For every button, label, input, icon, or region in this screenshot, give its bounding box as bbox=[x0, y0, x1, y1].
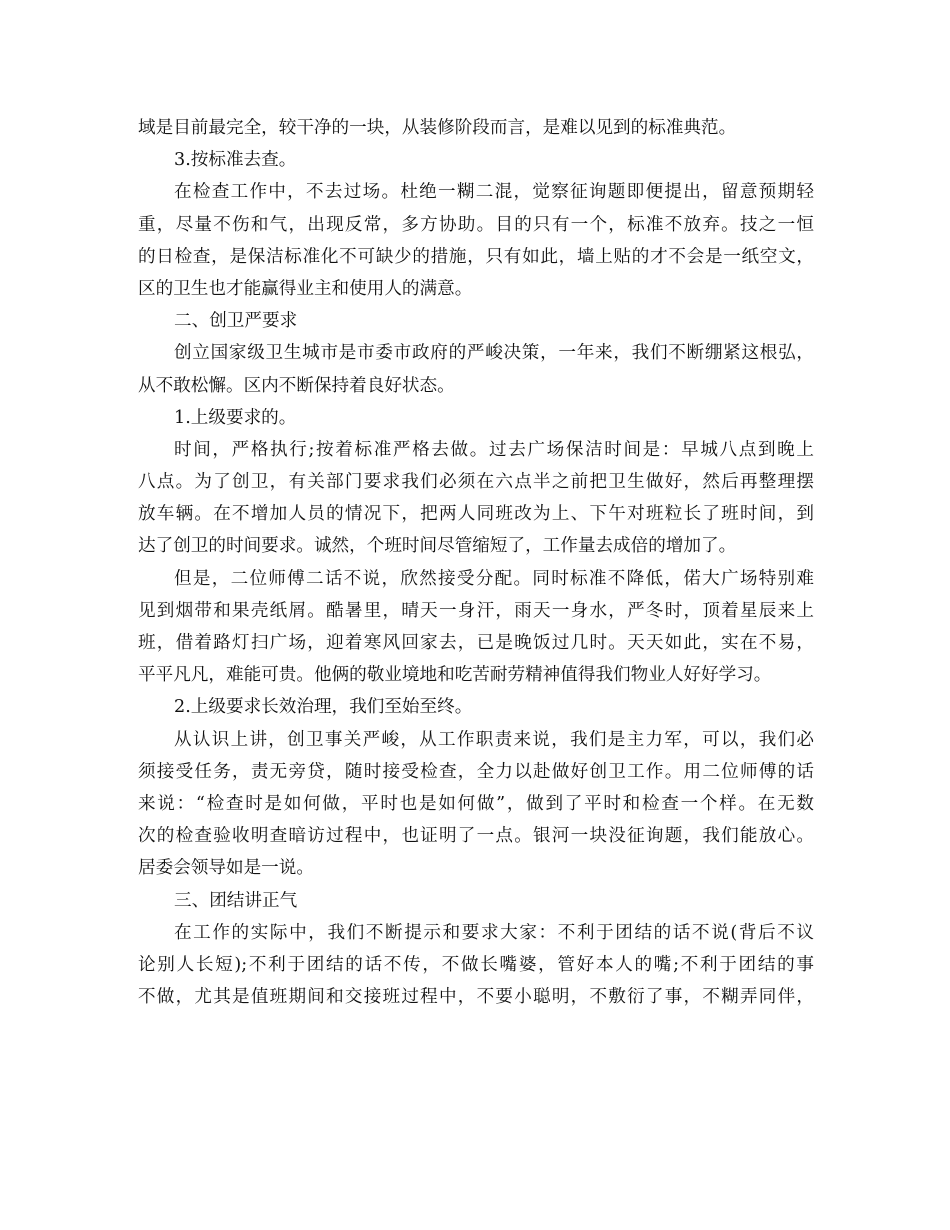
paragraph-line: 重，尽量不伤和气，出现反常，多方协助。目的只有一个，标准不放弃。技之一恒 bbox=[138, 214, 814, 235]
document-page bbox=[138, 112, 814, 1013]
paragraph-line: 时间，严格执行;按着标准严格去做。过去广场保洁时间是：早城八点到晚上 bbox=[174, 439, 814, 460]
paragraph-line: 在工作的实际中，我们不断提示和要求大家：不利于团结的话不说(背后不议 bbox=[174, 922, 814, 943]
paragraph-line: 次的检查验收明查暗访过程中，也证明了一点。银河一块没征询题，我们能放心。 bbox=[138, 826, 814, 847]
paragraph-line: 域是目前最完全，较干净的一块，从装修阶段而言，是难以见到的标准典范。 bbox=[138, 118, 737, 138]
paragraph-line: 八点。为了创卫，有关部门要求我们必须在六点半之前把卫生做好，然后再整理摆 bbox=[138, 472, 814, 493]
paragraph-line: 论别人长短);不利于团结的话不传，不做长嘴婆，管好本人的嘴;不利于团结的事 bbox=[138, 954, 814, 975]
section-heading: 二、创卫严要求 bbox=[174, 311, 298, 332]
section-subheading: 1.上级要求的。 bbox=[174, 407, 297, 428]
paragraph-line: 但是，二位师傅二话不说，欣然接受分配。同时标准不降低，偌大广场特别难 bbox=[174, 568, 814, 589]
paragraph-line: 平平凡凡，难能可贵。他俩的敬业境地和吃苦耐劳精神值得我们物业人好好学习。 bbox=[138, 665, 772, 686]
paragraph-line: 的日检查，是保洁标准化不可缺少的措施，只有如此，墙上贴的才不会是一纸空文， bbox=[138, 246, 814, 267]
paragraph-line: 不做，尤其是值班期间和交接班过程中，不要小聪明，不敷衍了事，不糊弄同伴， bbox=[138, 987, 814, 1008]
paragraph-line: 区的卫生也才能赢得业主和使用人的满意。 bbox=[138, 278, 473, 299]
paragraph-line: 班，借着路灯扫广场，迎着寒风回家去，已是晚饭过几时。天天如此，实在不易， bbox=[138, 633, 814, 653]
paragraph-line: 在检查工作中，不去过场。杜绝一糊二混，觉察征询题即便提出，留意预期轻 bbox=[174, 182, 814, 203]
paragraph-line: 创立国家级卫生城市是市委市政府的严峻决策，一年来，我们不断绷紧这根弘， bbox=[174, 343, 814, 364]
paragraph-line: 达了创卫的时间要求。诚然，个班时间尽管缩短了，工作量去成倍的增加了。 bbox=[138, 536, 737, 557]
paragraph-line: 居委会领导如是一说。 bbox=[138, 858, 314, 879]
paragraph-line: 见到烟带和果壳纸屑。酷暑里，晴天一身汗，雨天一身水，严冬时，顶着星辰来上 bbox=[138, 600, 814, 621]
paragraph-line: 须接受任务，责无旁贷，随时接受检查，全力以赴做好创卫工作。用二位师傅的话 bbox=[138, 761, 814, 782]
section-heading: 三、团结讲正气 bbox=[174, 890, 298, 911]
paragraph-line: 从不敢松懈。区内不断保持着良好状态。 bbox=[138, 375, 455, 396]
paragraph-line: 来说：“检查时是如何做，平时也是如何做”，做到了平时和检查一个样。在无数 bbox=[138, 793, 814, 814]
paragraph-line: 放车辆。在不增加人员的情况下，把两人同班改为上、下午对班粒长了班时间，到 bbox=[138, 504, 814, 525]
paragraph-line: 从认识上讲，创卫事关严峻，从工作职责来说，我们是主力军，可以，我们必 bbox=[174, 729, 814, 750]
section-subheading: 2.上级要求长效治理，我们至始至终。 bbox=[174, 697, 473, 718]
section-subheading: 3.按标准去查。 bbox=[174, 150, 297, 171]
